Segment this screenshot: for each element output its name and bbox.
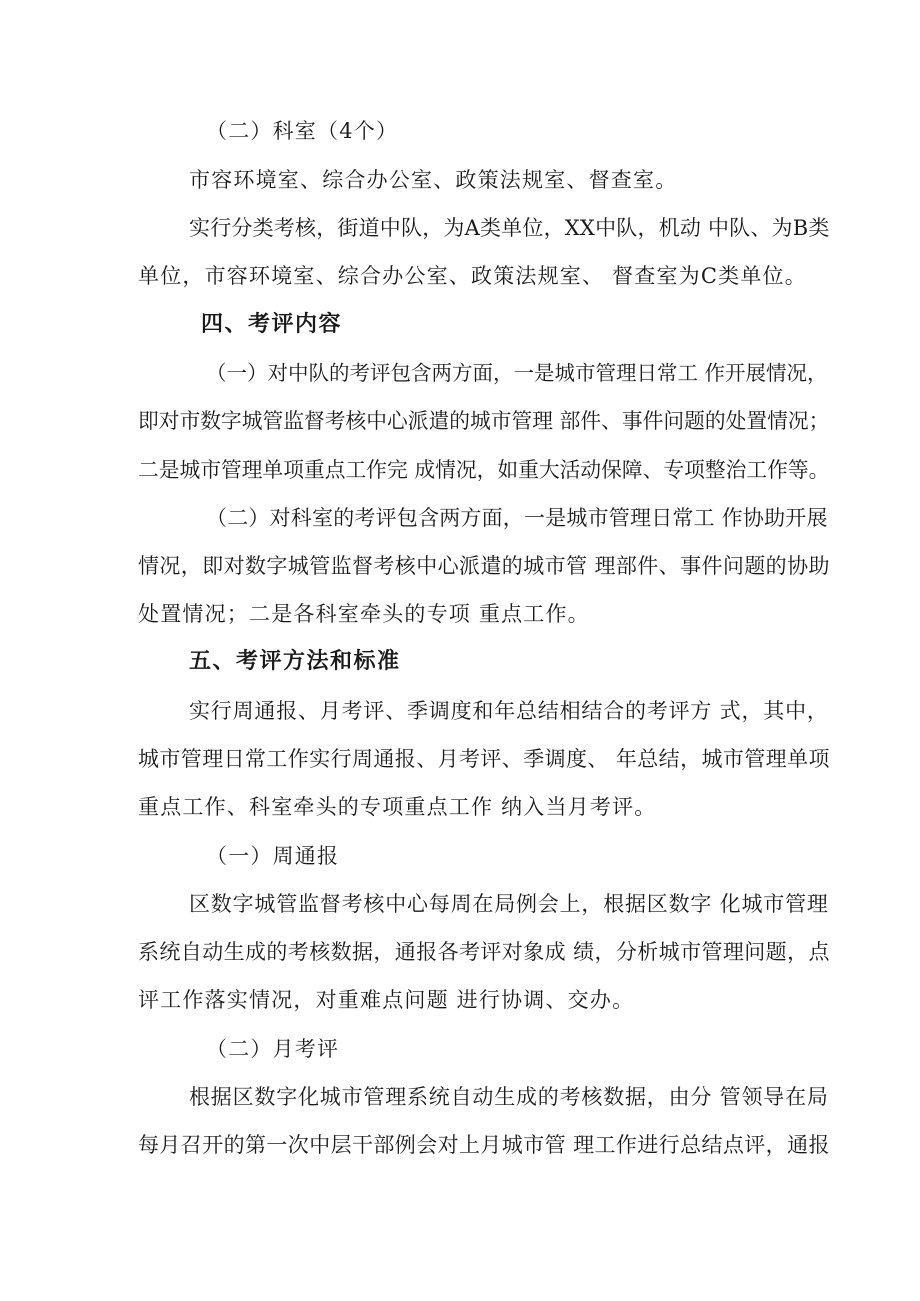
paragraph-line: 根据区数字化城市管理系统自动生成的考核数据，由分 管领导在局	[189, 1085, 829, 1109]
paragraph-line: 二是城市管理单项重点工作完 成情况，如重大活动保障、专项整治工作等。	[138, 458, 830, 482]
paragraph-line: 实行分类考核，街道中队，为A类单位，XX中队，机动 中队、为B类	[189, 216, 830, 240]
paragraph-line: 即对市数字城管监督考核中心派遣的城市管理 部件、事件问题的处置情况；	[138, 409, 830, 433]
paragraph-line: 市容环境室、综合办公室、政策法规室、督查室。	[189, 168, 678, 192]
paragraph-line: 评工作落实情况，对重难点问题 进行协调、交办。	[138, 988, 635, 1012]
paragraph-line: 单位，市容环境室、综合办公室、政策法规室、 督查室为C类单位。	[138, 264, 807, 288]
section-heading-evaluation-content: 四、考评内容	[201, 312, 343, 337]
sub-heading-departments: （二）科室（4个）	[206, 119, 399, 143]
paragraph-line: （二）对科室的考评包含两方面，一是城市管理日常工 作协助开展	[206, 506, 828, 530]
sub-heading-monthly-evaluation: （二）月考评	[206, 1037, 340, 1061]
paragraph-line: 城市管理日常工作实行周通报、月考评、季调度、 年总结，城市管理单项	[138, 747, 830, 771]
paragraph-line: 实行周通报、月考评、季调度和年总结相结合的考评方 式，其中，	[189, 699, 829, 723]
section-heading-methods-standards: 五、考评方法和标准	[189, 649, 401, 674]
paragraph-line: 每月召开的第一次中层干部例会对上月城市管 理工作进行总结点评，通报	[138, 1133, 830, 1157]
sub-heading-weekly-report: （一）周通报	[206, 844, 340, 868]
paragraph-line: 重点工作、科室牵头的专项重点工作 纳入当月考评。	[138, 795, 657, 819]
paragraph-line: （一）对中队的考评包含两方面，一是城市管理日常工 作开展情况，	[206, 361, 828, 385]
paragraph-line: 区数字城管监督考核中心每周在局例会上，根据区数字 化城市管理	[189, 892, 829, 916]
paragraph-line: 处置情况；二是各科室牵头的专项 重点工作。	[138, 602, 590, 626]
paragraph-line: 情况，即对数字城管监督考核中心派遣的城市管 理部件、事件问题的协助	[138, 554, 830, 578]
paragraph-line: 系统自动生成的考核数据，通报各考评对象成 绩，分析城市管理问题，点	[138, 940, 830, 964]
